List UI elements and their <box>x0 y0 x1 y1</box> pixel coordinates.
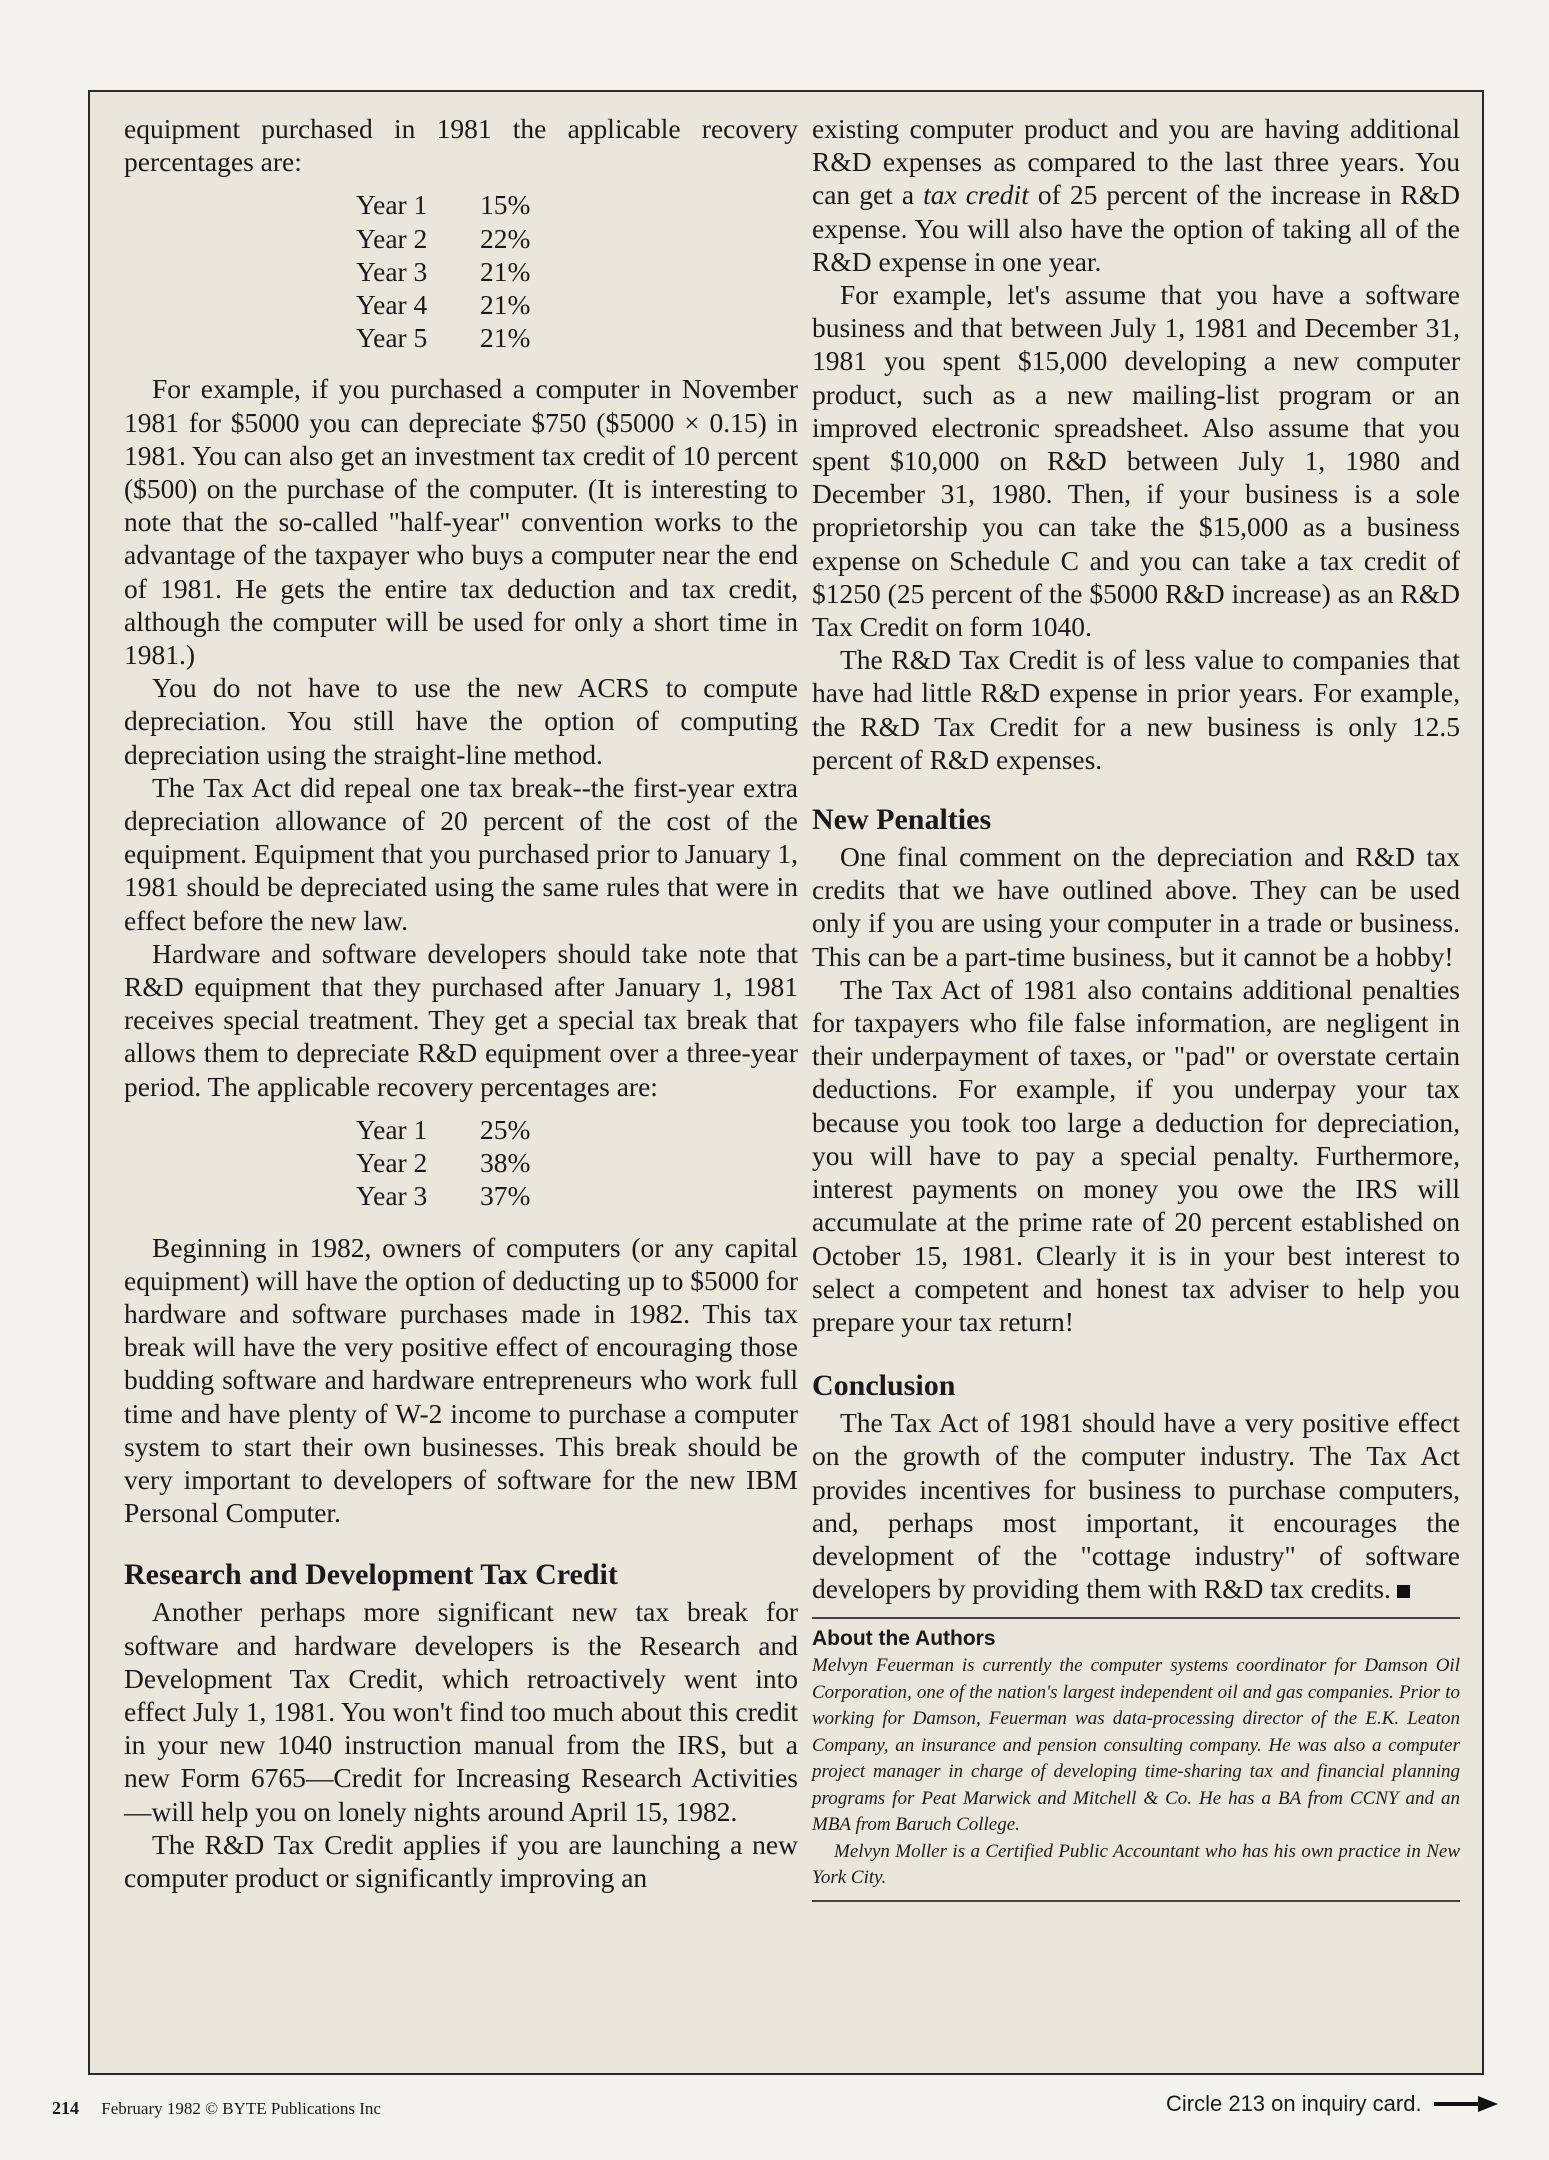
authors-heading: About the Authors <box>812 1627 996 1651</box>
article-frame <box>88 90 1484 2075</box>
recovery-percentage: 15% <box>480 189 531 221</box>
recovery-percentage: 21% <box>480 289 531 321</box>
recovery-percentage: 37% <box>480 1180 531 1212</box>
recovery-percentage: 38% <box>480 1147 531 1179</box>
about-authors-box <box>812 1617 1460 1902</box>
paragraph: Beginning in 1982, owners of computers (or any capital equipment) will have the option of deducting up to $5000 for hardware and software purchases made in 1982. This tax break will have the very positive effect of encouraging those budding software and hardware entrepreneurs who work full time and have plenty of W-2 income to purchase a computer system to start their own businesses. This break should be very important to developers of software for the new IBM Personal Computer. <box>124 1231 798 1529</box>
recovery-table-3yr <box>356 1113 530 1213</box>
recovery-percentage: 21% <box>480 255 531 287</box>
table-row <box>356 255 530 288</box>
year-label: Year 1 <box>356 1113 428 1145</box>
paragraph: For example, if you purchased a computer in November 1981 for $5000 you can depreciate $750 ($5000 × 0.15) in 1981. You can also get an investment tax credit of 10 percent ($500) on the purchase of the computer. (It is interesting to note that the so-called "half-year" convention works to the advantage of the taxpayer who buys a computer near the end of 1981. He gets the entire tax deduction and tax credit, although the computer will be used for only a short time in 1981.) <box>124 373 798 671</box>
paragraph: The Tax Act of 1981 should have a very positive effect on the growth of the computer industry. The Tax Act provides incentives for business to purchase computers, and, perhaps most important, it encourages the development of the "cottage industry" of software developers by providing them with R&D tax credits. <box>812 1407 1460 1605</box>
paragraph: Hardware and software developers should take note that R&D equipment that they purchased after January 1, 1981 receives special treatment. They get a special tax break that allows them to depreciate R&D equipment over a three-year period. The applicable recovery percentages are: <box>124 937 798 1102</box>
paragraph: existing computer product and you are having additional R&D expenses as compared to the last three years. You can get a tax credit of 25 percent of the increase in R&D expense. You will also have the option of taking all of the R&D expense in one year. <box>812 113 1460 277</box>
recovery-percentage: 21% <box>480 322 531 354</box>
table-row <box>356 321 530 354</box>
emphasis: tax credit <box>923 179 1029 211</box>
inquiry-text: Circle 213 on inquiry card. <box>1166 2091 1422 2116</box>
end-mark-icon <box>1397 1585 1410 1598</box>
page-number: 214 <box>52 2098 79 2118</box>
year-label: Year 2 <box>356 1147 428 1179</box>
table-row <box>356 1179 530 1212</box>
year-label: Year 3 <box>356 255 428 287</box>
paragraph: equipment purchased in 1981 the applicable recovery percentages are: <box>124 113 798 178</box>
recovery-percentage: 25% <box>480 1113 531 1145</box>
table-row <box>356 1146 530 1179</box>
paragraph: For example, let's assume that you have a software business and that between July 1, 1981 and December 31, 1981 you spent $15,000 developing a new computer product, such as a new mailing-list program or an improved electronic spreadsheet. Also assume that you spent $10,000 on R&D between July 1, 1980 and December 31, 1980. Then, if your business is a sole proprietorship you can take the $15,000 as a business expense on Schedule C and you can take a tax credit of $1250 (25 percent of the $5000 R&D increase) as an R&D Tax Credit on form 1040. <box>812 279 1460 643</box>
table-row <box>356 222 530 255</box>
paragraph: One final comment on the depreciation and R&D tax credits that we have outlined above. They can be used only if you are using your computer in a trade or business. This can be a part-time business, but it cannot be a hobby! <box>812 841 1460 972</box>
paragraph: Another perhaps more significant new tax break for software and hardware developers is the Research and Development Tax Credit, which retroactively went into effect July 1, 1981. You won't find too much about this credit in your new 1040 instruction manual from the IRS, but a new Form 6765—Credit for Increasing Research Activities—will help you on lonely nights around April 15, 1982. <box>124 1596 798 1827</box>
year-label: Year 2 <box>356 222 428 254</box>
year-label: Year 3 <box>356 1180 428 1212</box>
year-label: Year 4 <box>356 289 428 321</box>
paragraph: The Tax Act of 1981 also contains additional penalties for taxpayers who file false information, are negligent in their underpayment of taxes, or "pad" or overstate certain deductions. For example, if you underpay your tax because you took too large a deduction for depreciation, you will have to pay a special penalty. Furthermore, interest payments on money you owe the IRS will accumulate at the prime rate of 20 percent established on October 15, 1981. Clearly it is in your best interest to select a competent and honest tax adviser to help you prepare your tax return! <box>812 973 1460 1337</box>
section-heading: New Penalties <box>812 803 992 837</box>
arrow-right-icon <box>1434 2095 1498 2113</box>
table-row <box>356 288 530 321</box>
paragraph: The Tax Act did repeal one tax break--the first-year extra depreciation allowance of 20 percent of the cost of the equipment. Equipment that you purchased prior to January 1, 1981 should be depreciated using the same rules that were in effect before the new law. <box>124 771 798 936</box>
year-label: Year 5 <box>356 322 428 354</box>
right-column <box>812 112 1460 1902</box>
recovery-table-5yr <box>356 188 530 354</box>
paragraph: The R&D Tax Credit applies if you are launching a new computer product or significantly improving an <box>124 1828 798 1893</box>
year-label: Year 1 <box>356 189 428 221</box>
publication-credit: February 1982 © BYTE Publications Inc <box>101 2099 381 2118</box>
inquiry-note <box>1166 2091 1498 2117</box>
section-heading: Research and Development Tax Credit <box>124 1558 618 1592</box>
author-bio: Melvyn Feuerman is currently the computer systems coordinator for Damson Oil Corporation, one of the nation's largest independent oil and gas companies. Prior to working for Damson, Feuerman was data-processing director of the E.K. Leaton Company, an insurance and pension consulting company. He was also a computer project manager in charge of developing time-sharing tax and financial planning programs for Peat Marwick and Mitchell & Co. He has a BA from CCNY and an MBA from Baruch College. <box>812 1655 1460 1836</box>
author-bio: Melvyn Moller is a Certified Public Accountant who has his own practice in New York City. <box>812 1840 1460 1889</box>
table-row <box>356 188 530 221</box>
paragraph: The R&D Tax Credit is of less value to companies that have had little R&D expense in prior years. For example, the R&D Tax Credit for a new business is only 12.5 percent of R&D expenses. <box>812 644 1460 775</box>
recovery-percentage: 22% <box>480 222 531 254</box>
table-row <box>356 1113 530 1146</box>
page-footer <box>52 2098 381 2119</box>
left-column <box>124 112 798 1894</box>
section-heading: Conclusion <box>812 1369 956 1403</box>
paragraph: You do not have to use the new ACRS to compute depreciation. You still have the option of computing depreciation using the straight-line method. <box>124 672 798 770</box>
